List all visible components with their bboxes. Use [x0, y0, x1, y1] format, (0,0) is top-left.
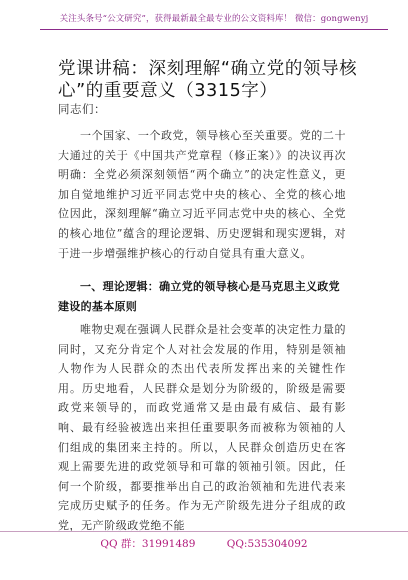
page-footer — [0, 531, 408, 551]
paragraph-section-1: 唯物史观在强调人民群众是社会变革的决定性力量的同时，又充分肯定个人对社会发展的作用，特别是领袖人物作为人民群众的杰出代表所发挥出来的关键性作用。历史地看，人民群众是划分为阶级的，阶级是需要政党来领导的，而政党通常又是由最有威信、最有影响、最有经验被选出来担任重要职务而被称为领袖的人们组成的集团来主持的。所以，人民群众创造历史在客观上需要先进的政党领导和可靠的领袖引领。因此，任何一个阶级，都要推举出自己的政治领袖和先进代表来完成历史赋予的任务。作为无产阶级先进分子组成的政党，无产阶级政党绝不能 — [58, 323, 346, 532]
document-title: 党课讲稿：深刻理解“确立党的领导核心”的重要意义（3315字） — [58, 59, 358, 101]
section-heading-1: 一、理论逻辑：确立党的领导核心是马克思主义政党建设的基本原则 — [58, 280, 340, 313]
footer-qq: QQ:535304092 — [226, 538, 308, 550]
page-header-banner: 关注头条号“公文研究”，获得最新最全最专业的公文资料库！ 微信：gongwenyj — [40, 12, 388, 30]
paragraph-intro: 一个国家、一个政党，领导核心至关重要。党的二十大通过的关于《中国共产党章程（修正案）》的决议再次明确：全党必须深刻领悟“两个确立”的决定性意义，更加自觉地维护习近平同志党中央的核心、全党的核心地位因此，深刻理解“确立习近平同志党中央的核心、全党的核心地位”蕴含的理论逻辑、历史逻辑和现实逻辑，对于进一步增强维护核心的行动自觉具有重大意义。 — [58, 129, 346, 260]
footer-qq-group: QQ 群：31991489 — [100, 538, 196, 550]
salutation: 同志们： — [58, 102, 106, 116]
